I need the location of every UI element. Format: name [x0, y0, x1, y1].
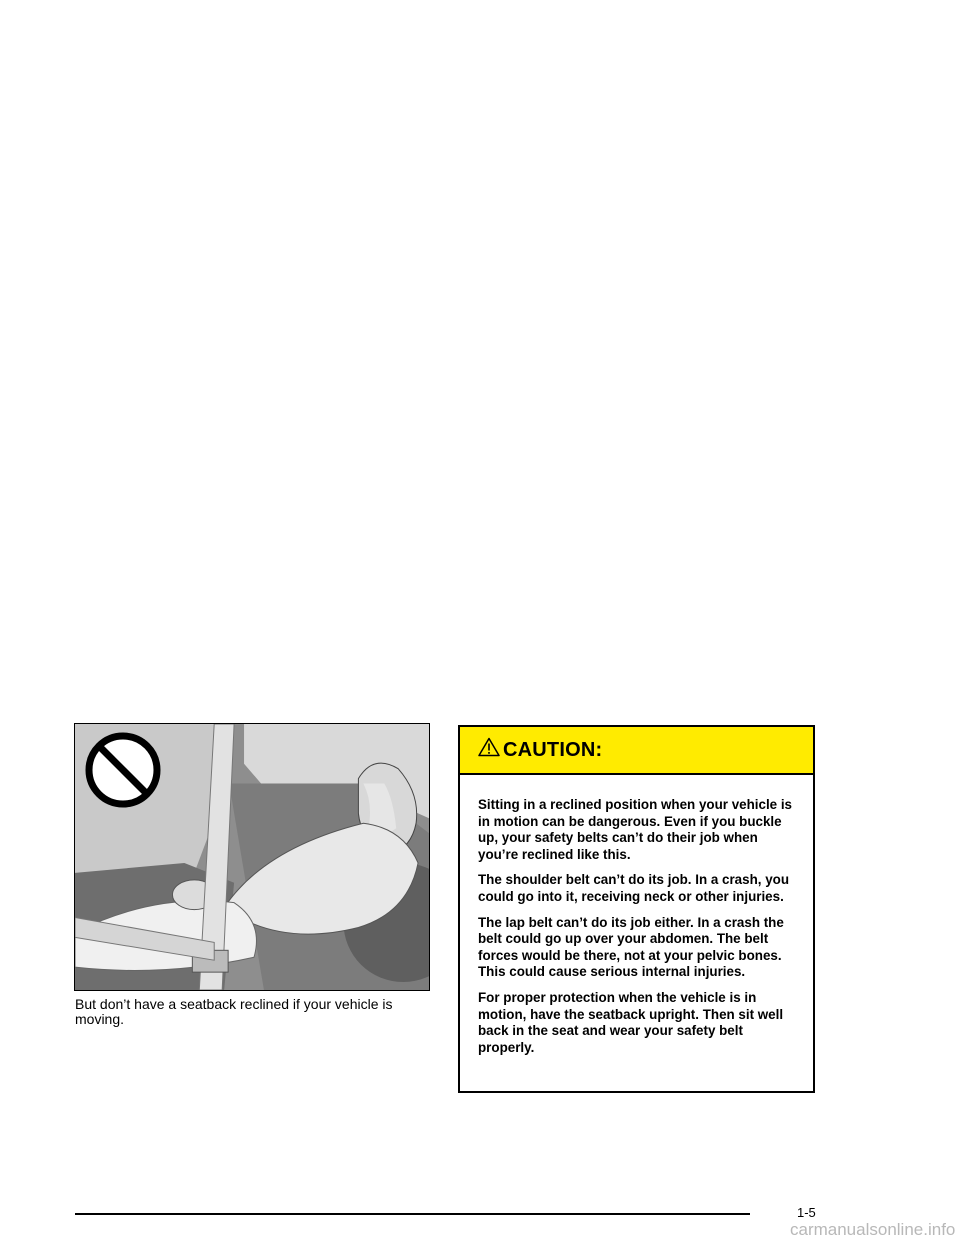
- page-number: 1-5: [797, 1205, 816, 1220]
- prohibition-icon: [83, 730, 163, 810]
- watermark: carmanualsonline.info: [790, 1220, 956, 1239]
- illustration-caption: But don’t have a seatback reclined if your vehicle is moving.: [75, 996, 393, 1027]
- caution-title: CAUTION:: [503, 738, 603, 761]
- caution-paragraph: Sitting in a reclined position when your vehicle is in motion can be dangerous. Even if you buckle up, your safety belts can’t do their job when you’re reclined like this.: [478, 797, 792, 862]
- caution-paragraph: The shoulder belt can’t do its job. In a crash, you could go into it, receiving neck or other injuries.: [478, 872, 790, 904]
- caution-box: [458, 725, 815, 1093]
- caution-header: [460, 727, 813, 775]
- caution-paragraph: The lap belt can’t do its job either. In a crash the belt could go up over your abdomen. The belt forces would be there, not at your pelvic bones. This could cause serious internal injuries.: [478, 914, 784, 980]
- footer-rule: [75, 1213, 750, 1215]
- reclined-passenger-illustration: [74, 723, 430, 991]
- warning-triangle-icon: [478, 737, 500, 757]
- caution-body: [460, 775, 813, 1056]
- caution-paragraph: For proper protection when the vehicle is in motion, have the seatback upright. Then sit well back in the seat and wear your safety belt properly.: [478, 989, 784, 1055]
